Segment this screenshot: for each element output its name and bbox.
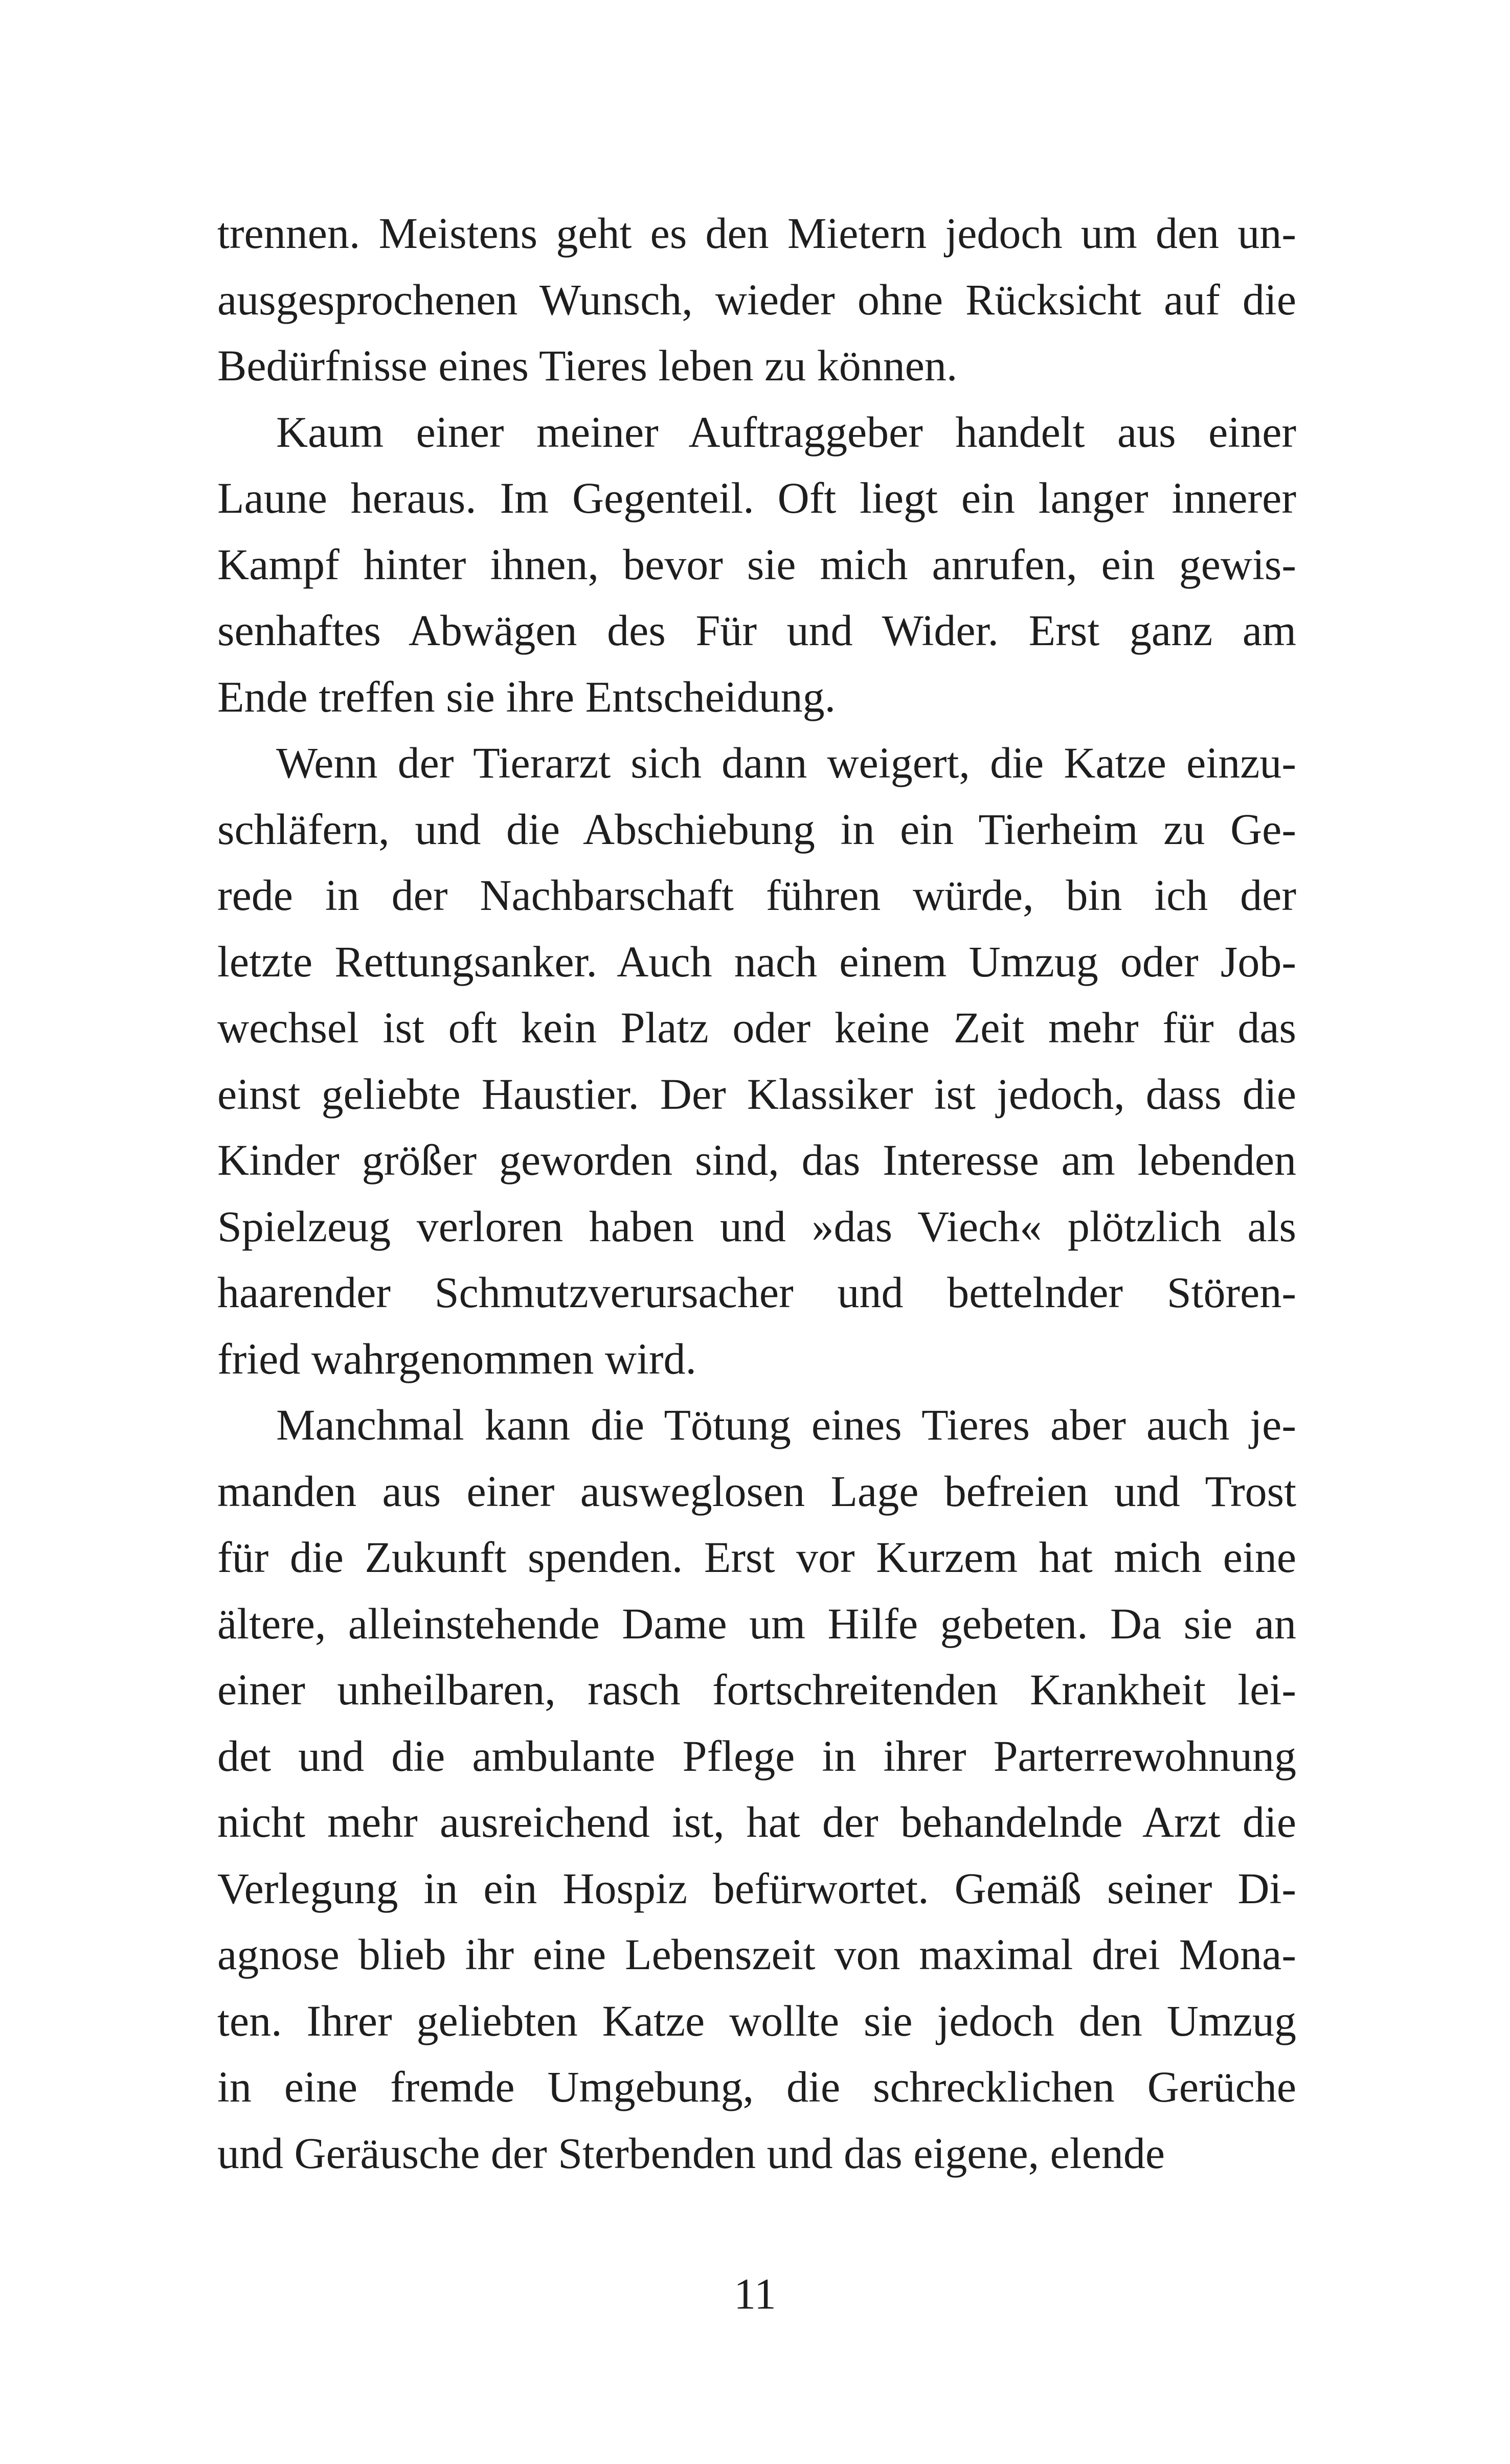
text-line: Wenn der Tierarzt sich dann weigert, die Katze einzu- [276,738,1296,787]
text-line: manden aus einer ausweglosen Lage befreien und Trost [217,1466,1296,1516]
text-line: Kinder größer geworden sind, das Interesse am lebenden [217,1135,1296,1184]
text-line: Kaum einer meiner Auftraggeber handelt aus einer [276,407,1296,457]
text-line: rede in der Nachbarschaft führen würde, bin ich der [217,871,1296,920]
paragraph [217,1392,1296,2186]
text-line: senhaftes Abwägen des Für und Wider. Erst ganz am [217,606,1296,655]
paragraph [217,200,1296,399]
body-text [217,200,1296,2186]
text-line: schläfern, und die Abschiebung in ein Tierheim zu Ge- [217,804,1296,854]
text-line: fried wahrgenommen wird. [217,1334,696,1383]
text-line: det und die ambulante Pflege in ihrer Parterrewohnung [217,1731,1296,1781]
text-line: ausgesprochenen Wunsch, wieder ohne Rücksicht auf die [217,275,1296,324]
text-line: ältere, alleinstehende Dame um Hilfe gebeten. Da sie an [217,1599,1296,1648]
text-line: für die Zukunft spenden. Erst vor Kurzem hat mich eine [217,1533,1296,1582]
paragraph [217,399,1296,731]
text-line: wechsel ist oft kein Platz oder keine Zeit mehr für das [217,1003,1296,1052]
text-line: trennen. Meistens geht es den Mietern jedoch um den un- [217,209,1296,258]
text-line: Spielzeug verloren haben und »das Viech« plötzlich als [217,1201,1296,1251]
text-line: ten. Ihrer geliebten Katze wollte sie jedoch den Umzug [217,1996,1296,2045]
page-number: 11 [734,2269,776,2318]
text-line: letzte Rettungsanker. Auch nach einem Umzug oder Job- [217,937,1296,986]
text-line: haarender Schmutzverursacher und bettelnder Stören- [217,1268,1296,1317]
text-line: Manchmal kann die Tötung eines Tieres aber auch je- [276,1400,1296,1449]
text-line: nicht mehr ausreichend ist, hat der behandelnde Arzt die [217,1797,1296,1846]
text-line: einst geliebte Haustier. Der Klassiker ist jedoch, dass die [217,1069,1296,1119]
text-line: Ende treffen sie ihre Entscheidung. [217,672,836,721]
text-line: agnose blieb ihr eine Lebenszeit von maximal drei Mona- [217,1930,1296,1979]
paragraph [217,730,1296,1392]
text-line: und Geräusche der Sterbenden und das eigene, elende [217,2128,1165,2178]
text-line: Laune heraus. Im Gegenteil. Oft liegt ein langer innerer [217,473,1296,522]
text-line: in eine fremde Umgebung, die schrecklichen Gerüche [217,2062,1296,2111]
text-line: Verlegung in ein Hospiz befürwortet. Gemäß seiner Di- [217,1863,1296,1913]
text-line: Bedürfnisse eines Tieres leben zu können. [217,341,958,390]
text-line: einer unheilbaren, rasch fortschreitenden Krankheit lei- [217,1665,1296,1714]
text-line: Kampf hinter ihnen, bevor sie mich anrufen, ein gewis- [217,539,1296,589]
